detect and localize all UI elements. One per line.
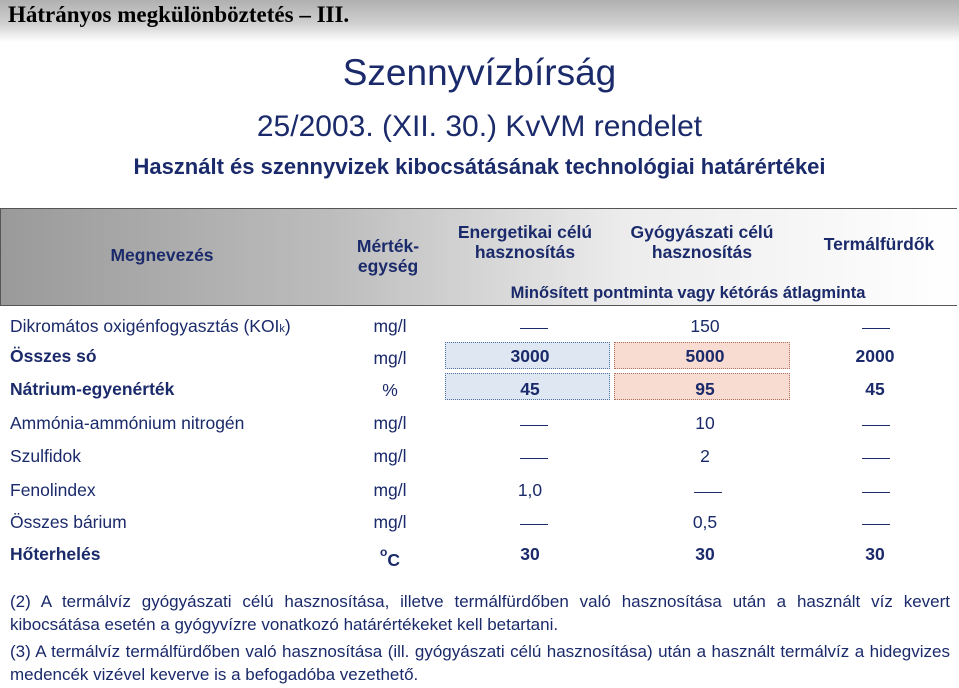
header-energy-line1: Energetikai célú [457, 222, 593, 242]
row-unit: mg/l [373, 316, 407, 336]
row-unit [340, 542, 440, 570]
row-value-energy: 1,0 [517, 480, 543, 500]
row-name-koi [10, 316, 291, 339]
row-value-common: 2 [700, 446, 710, 466]
row-name: Ammónia-ammónium nitrogén [10, 413, 245, 433]
row-name: Fenolindex [10, 480, 96, 500]
header-unit-line1: Mérték- [356, 236, 420, 256]
row-value-thermal: 2000 [855, 346, 895, 366]
row-value-thermal: 45 [865, 379, 885, 399]
header-qualifier: Minősített pontminta vagy kétórás átlagminta [510, 284, 866, 302]
row-value-medical: 5000 [685, 346, 725, 366]
header-energy-line2: hasznosítás [474, 242, 576, 262]
dash-mark [520, 524, 548, 525]
table-description: Használt és szennyvizek kibocsátásának technológiai határértékei [133, 154, 826, 179]
header-thermal: Termálfürdők [823, 234, 935, 254]
row-unit: mg/l [373, 348, 407, 368]
header-unit [348, 236, 428, 276]
dash-mark [862, 492, 890, 493]
row-name: Összes bárium [10, 512, 127, 532]
header-medical-line1: Gyógyászati célú [630, 222, 774, 242]
slide-title: Hátrányos megkülönböztetés – III. [8, 2, 350, 27]
dash-mark [520, 425, 548, 426]
row-value-medical: 30 [695, 544, 715, 564]
dash-mark [862, 425, 890, 426]
row-value-common: 10 [695, 413, 715, 433]
row-name-koi-subscript: k [279, 323, 285, 335]
row-value-common: 150 [690, 316, 720, 336]
row-value-energy: 30 [520, 544, 540, 564]
header-name: Megnevezés [110, 245, 214, 265]
row-value-common: 0,5 [692, 512, 718, 532]
row-unit: mg/l [373, 446, 407, 466]
dash-mark [694, 492, 722, 493]
dash-mark [862, 524, 890, 525]
dash-mark [862, 328, 890, 329]
row-name: Szulfidok [10, 446, 82, 466]
row-name: Hőterhelés [10, 544, 101, 564]
row-value-energy: 45 [520, 379, 540, 399]
header-medical-line2: hasznosítás [651, 242, 753, 262]
note-2: (2) A termálvíz gyógyászati célú hasznosítása, illetve termálfürdőben való hasznosítása után a használt víz kevert kibocsátása esetén a gyógyvízre vonatkozó határértékeket kell betartani. [10, 592, 950, 634]
row-value-thermal: 30 [865, 544, 885, 564]
row-name-koi-close: ) [284, 316, 291, 336]
main-title: Szennyvízbírság [342, 52, 617, 93]
note-3: (3) A termálvíz termálfürdőben való hasznosítása (ill. gyógyászati célú hasznosítása) után a használt termálvíz a hidegvizes medencék vizével keverve is a befogadóba vezethető. [10, 642, 950, 684]
row-name: Nátrium-egyenérték [10, 379, 175, 399]
row-name: Összes só [10, 346, 97, 366]
row-value-medical: 95 [695, 379, 715, 399]
row-unit: mg/l [373, 512, 407, 532]
regulation-title: 25/2003. (XII. 30.) KvVM rendelet [256, 110, 703, 143]
row-value-energy: 3000 [510, 346, 550, 366]
unit-degree: o [380, 545, 388, 559]
row-unit: mg/l [373, 480, 407, 500]
header-energy [440, 222, 610, 262]
dash-mark [862, 458, 890, 459]
unit-celsius: C [387, 550, 400, 570]
header-medical [614, 222, 790, 262]
dash-mark [520, 328, 548, 329]
row-unit: % [382, 380, 398, 400]
row-unit: mg/l [373, 413, 407, 433]
header-unit-line2: egység [357, 256, 419, 276]
row-name-koi-text: Dikromátos oxigénfogyasztás (KOI [10, 316, 280, 336]
dash-mark [520, 458, 548, 459]
